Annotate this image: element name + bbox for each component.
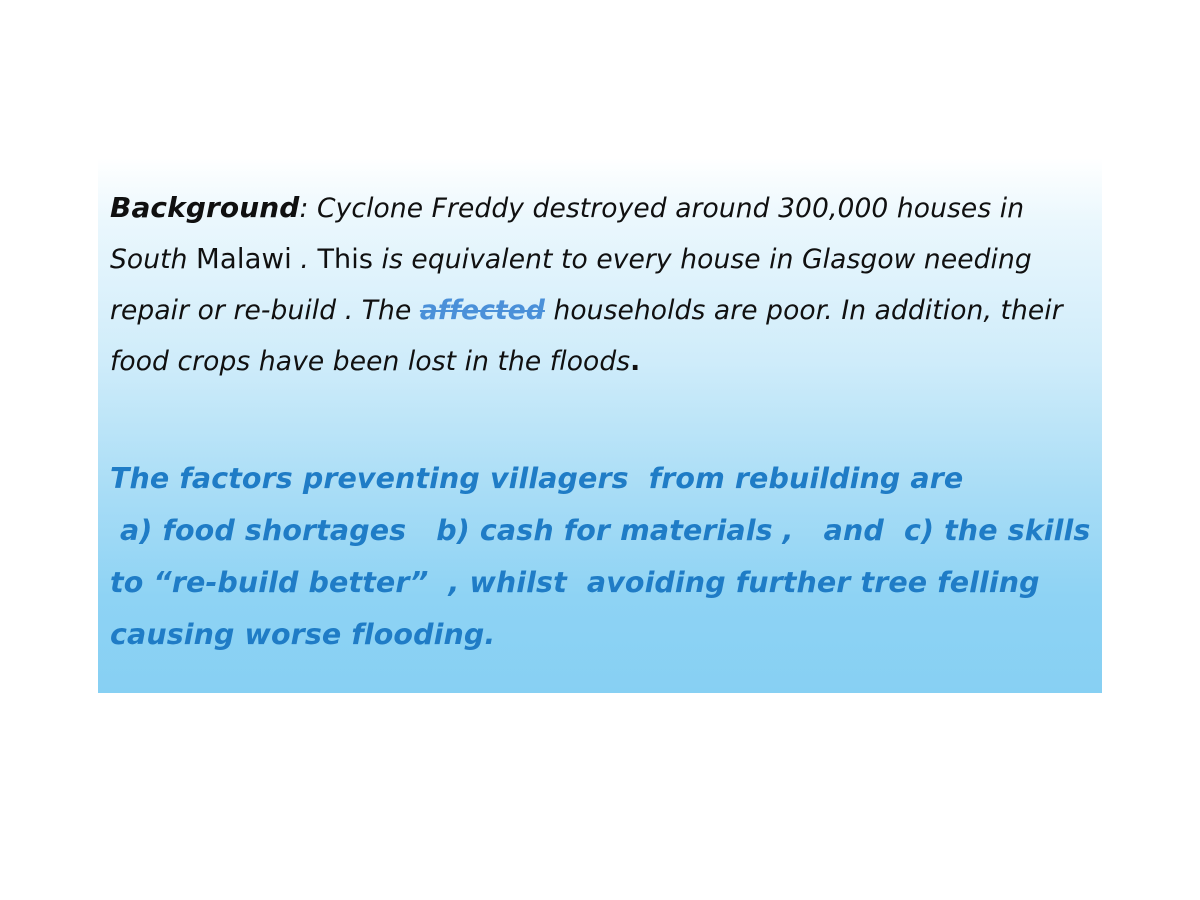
background-paragraph xyxy=(110,182,1084,387)
background-segment-1: Cyclone Freddy destroyed around 300,000 houses in South xyxy=(110,193,1025,275)
factors-line-4: causing worse flooding. xyxy=(110,618,496,651)
this-word: This xyxy=(317,244,374,275)
affected-struck-word: affected xyxy=(419,295,545,326)
background-label: Background xyxy=(110,191,300,224)
factors-line-1: The factors preventing villagers from rebuilding are xyxy=(110,462,964,495)
text-content-panel xyxy=(98,158,1102,693)
paragraph-spacer xyxy=(110,387,1084,453)
malawi-word: Malawi xyxy=(196,243,292,275)
background-colon: : xyxy=(299,193,309,224)
background-segment-4: households are poor. In addition, their food crops have been lost in the floods xyxy=(110,295,1063,377)
factors-line-2: a) food shortages b) cash for materials , and c) the skills xyxy=(110,514,1091,547)
background-segment-2: . xyxy=(291,244,318,275)
background-end-dot: . xyxy=(630,346,641,377)
factors-line-3: to “re-build better” , whilst avoiding further tree felling xyxy=(110,566,1040,599)
background-segment-3: is equivalent to every house in Glasgow needing repair or re-build . The xyxy=(110,244,1032,326)
factors-paragraph xyxy=(110,453,1091,661)
